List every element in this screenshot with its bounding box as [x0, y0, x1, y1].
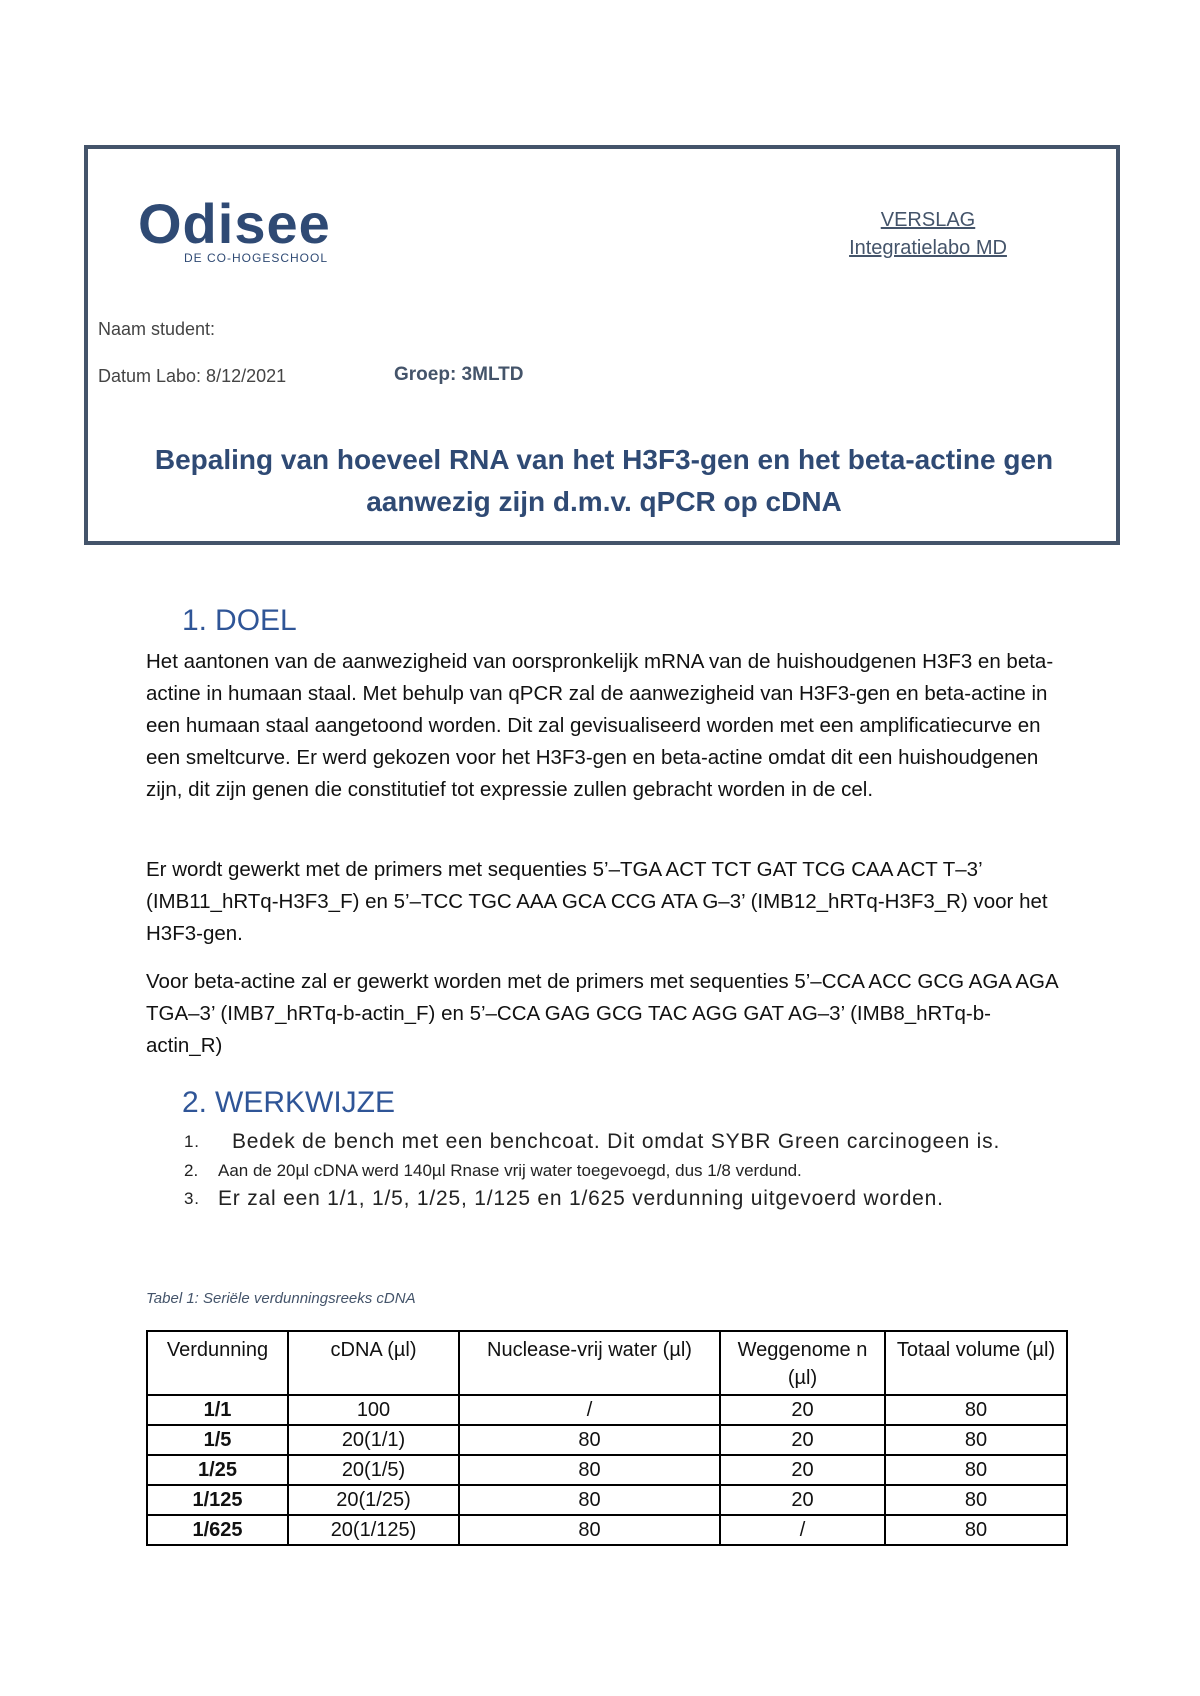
procedure-list: [146, 1128, 1066, 1213]
section-heading-werkwijze: [182, 1086, 395, 1120]
column-header: Totaal volume (µl): [885, 1331, 1067, 1395]
table-cell: 20: [720, 1485, 885, 1515]
column-header: Verdunning: [147, 1331, 288, 1395]
paragraph-h3f3-primers: Er wordt gewerkt met de primers met sequenties 5’–TGA ACT TCT GAT TCG CAA ACT T–3’ (IMB11_hRTq-H3F3_F) en 5’–TCC TGC AAA GCA CCG ATA G–3’ (IMB12_hRTq-H3F3_R) voor het H3F3-gen.: [146, 858, 1048, 945]
table-header-row: [147, 1331, 1067, 1395]
table-cell: 20(1/5): [288, 1455, 459, 1485]
table-cell: 1/1: [147, 1395, 288, 1425]
report-type: VERSLAG: [880, 209, 976, 231]
list-item: [146, 1185, 1066, 1213]
paragraph-doel: Het aantonen van de aanwezigheid van oorspronkelijk mRNA van de huishoudgenen H3F3 en beta-actine in humaan staal. Met behulp van qPCR zal de aanwezigheid van H3F3-gen en beta-actine in een humaan staal aangetoond worden. Dit zal gevisualiseerd worden met een amplificatiecurve en een smeltcurve. Er werd gekozen voor het H3F3-gen en beta-actine omdat dit een huishoudgenen zijn, dit zijn genen die constitutief tot expressie zullen gebracht worden in de cel.: [146, 650, 1054, 801]
logo-subtitle: DE CO-HOGESCHOOL: [184, 251, 329, 265]
student-name-label: Naam student:: [98, 319, 216, 339]
table-cell: 80: [459, 1425, 720, 1455]
list-item: [146, 1157, 1066, 1185]
table-caption: Tabel 1: Seriële verdunningsreeks cDNA: [146, 1290, 416, 1307]
report-label: [788, 206, 1068, 262]
list-index: 2.: [184, 1161, 199, 1180]
table-row: [147, 1455, 1067, 1485]
table-cell: 80: [885, 1425, 1067, 1455]
section-title: DOEL: [215, 604, 297, 637]
table-cell: 80: [459, 1515, 720, 1545]
table-cell: 20(1/1): [288, 1425, 459, 1455]
table-cell: 80: [885, 1455, 1067, 1485]
section-heading-doel: [182, 604, 297, 638]
lab-date: Datum Labo: 8/12/2021: [98, 366, 287, 386]
table-row: [147, 1485, 1067, 1515]
table-cell: 20(1/25): [288, 1485, 459, 1515]
column-header: Nuclease-vrij water (µl): [459, 1331, 720, 1395]
paragraph-actin-primers: Voor beta-actine zal er gewerkt worden met de primers met sequenties 5’–CCA ACC GCG AGA AGA TGA–3’ (IMB7_hRTq-b-actin_F) en 5’–CCA GAG GCG TAC AGG GAT AG–3’ (IMB8_hRTq-b-actin_R): [146, 970, 1058, 1057]
table-cell: /: [720, 1515, 885, 1545]
table-cell: 80: [885, 1515, 1067, 1545]
table-row: [147, 1425, 1067, 1455]
table-cell: 1/25: [147, 1455, 288, 1485]
table-cell: 80: [459, 1455, 720, 1485]
table-cell: 80: [459, 1485, 720, 1515]
list-index: 1.: [184, 1132, 200, 1151]
table-row: [147, 1395, 1067, 1425]
table-cell: 1/625: [147, 1515, 288, 1545]
list-item: [146, 1128, 1066, 1155]
section-title: WERKWIJZE: [215, 1086, 396, 1119]
table-cell: 80: [885, 1395, 1067, 1425]
column-header: cDNA (µl): [288, 1331, 459, 1395]
list-text: Bedek de bench met een benchcoat. Dit omdat SYBR Green carcinogeen is.: [232, 1130, 1001, 1153]
course-name: Integratielabo MD: [849, 237, 1007, 259]
table-cell: 20: [720, 1455, 885, 1485]
dilution-table: [146, 1330, 1068, 1546]
table-cell: 100: [288, 1395, 459, 1425]
section-number: 2.: [182, 1086, 208, 1119]
list-index: 3.: [184, 1189, 200, 1208]
table-cell: 20: [720, 1425, 885, 1455]
column-header: Weggenome n (µl): [720, 1331, 885, 1395]
list-text: Aan de 20µl cDNA werd 140µl Rnase vrij water toegevoegd, dus 1/8 verdund.: [218, 1161, 802, 1180]
section-number: 1.: [182, 604, 208, 637]
header-box: [84, 145, 1120, 545]
group-label: Groep: 3MLTD: [394, 364, 524, 385]
document-title: Bepaling van hoeveel RNA van het H3F3-gen en het beta-actine gen aanwezig zijn d.m.v. qPCR op cDNA: [154, 444, 1054, 517]
odisee-logo: [138, 192, 338, 269]
logo-text: Odisee: [138, 192, 331, 255]
table-cell: /: [459, 1395, 720, 1425]
table-cell: 80: [885, 1485, 1067, 1515]
table-cell: 20(1/125): [288, 1515, 459, 1545]
table-row: [147, 1515, 1067, 1545]
table-cell: 1/5: [147, 1425, 288, 1455]
table-cell: 1/125: [147, 1485, 288, 1515]
list-text: Er zal een 1/1, 1/5, 1/25, 1/125 en 1/625 verdunning uitgevoerd worden.: [218, 1187, 944, 1210]
table-cell: 20: [720, 1395, 885, 1425]
